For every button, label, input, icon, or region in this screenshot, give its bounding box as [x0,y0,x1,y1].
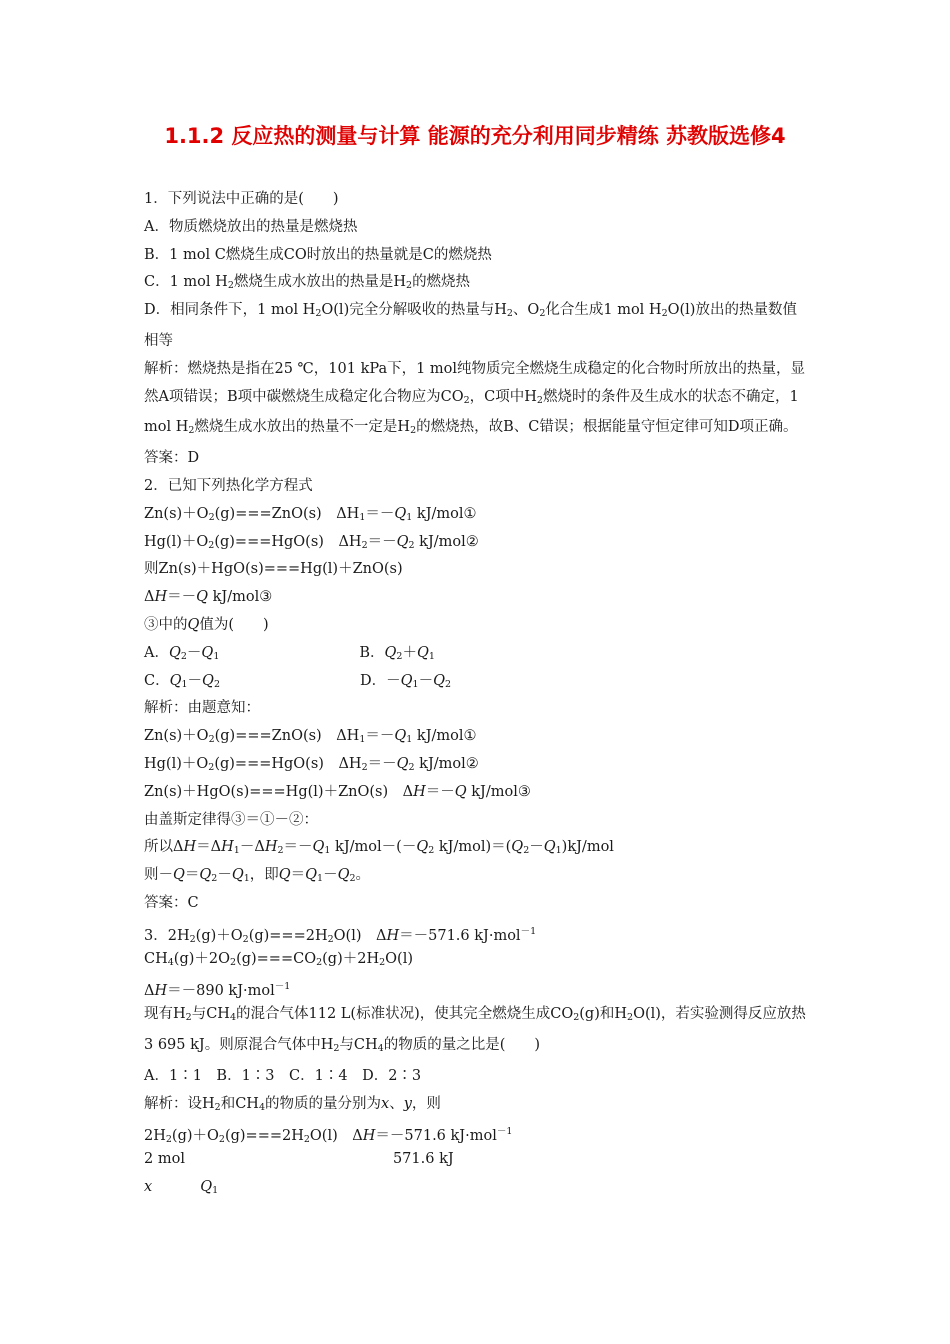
q3-eq1: 3．$2H_2(g)+O_2(g)===2H_2O(l)$ ΔH＝－571.6 kJ·mol$^{-1}$ [144,925,537,945]
q1-stem: 1．下列说法中正确的是( ) [144,191,339,207]
q1-option-b: B．1 mol C燃烧生成CO时放出的热量就是C的燃烧热 [144,246,492,263]
q1-answer: 答案：D [144,450,200,467]
q3-analysis-vars: x $Q_1$ [144,1178,219,1196]
q2-analysis-head: 解析：由题意知： [144,700,260,717]
q2-conclusion: 则$-Q=Q_2-Q_1$，即$Q=Q_1-Q_2$。 [144,867,371,885]
q2-analysis-eq3: Zn(s)＋HgO(s)===Hg(l)＋ZnO(s) ΔH＝－Q kJ/mol③ [144,783,531,800]
q3-analysis-eq: $2H_2(g)+O_2(g)===2H_2O(l)$ ΔH＝－571.6 kJ·mol$^{-1}$ [144,1126,513,1146]
q3-eq2-dh: ΔH＝－890 kJ·mol$^{-1}$ [144,981,291,1000]
q2-eq2: $Hg(l)+O_2(g)===HgO(s)$ $\Delta H_2=-Q_2$ kJ/mol② [144,533,479,551]
q2-stem: 2．已知下列热化学方程式 [144,477,313,494]
q1-option-a: A．物质燃烧放出的热量是燃烧热 [144,218,358,235]
q2-hess: 由盖斯定律得③＝①－②： [144,811,318,828]
q3-options: A．1∶1 B．1∶3 C．1∶4 D．2∶3 [144,1067,422,1084]
q2-analysis-eq2: $Hg(l)+O_2(g)===HgO(s)$ $\Delta H_2=-Q_2$ kJ/mol② [144,755,479,773]
document-title: 1.1.2 反应热的测量与计算 能源的充分利用同步精练 苏教版选修4 [164,124,786,148]
q3-eq2: $CH_4(g)+2O_2(g)===CO_2(g)+2H_2O(l)$ [144,950,413,968]
q3-analysis-ratio: 2 mol 571.6 kJ [144,1151,454,1168]
q2-eq1: $Zn(s)+O_2(g)===ZnO(s)$ $\Delta H_1=-Q_1$ kJ/mol① [144,505,477,523]
q2-derivation: 所以$\Delta H=\Delta H_1-\Delta H_2=-Q_1$ $kJ/mol-(-Q_2$ $kJ/mol)=(Q_2-Q_1)kJ$/mol [144,839,614,857]
q1-analysis: 解析：燃烧热是指在25 ℃，101 kPa下，1 mol纯物质完全燃烧生成稳定的化合物时所放出的热量，显然A项错误；B项中碳燃烧生成稳定化合物应为$CO_2$，C项中$H_2$燃烧时的条件及生成水的状态不确定，1 mol $H_2$燃烧生成水放出的热量不一定是$H_2$的燃烧热，故B、C错误；根据能量守恒定律可知D项正确。 [144,360,806,437]
q2-question: ③中的Q值为( ) [144,616,269,633]
document-body [144,186,810,1202]
q2-eq3: 则Zn(s)＋HgO(s)===Hg(l)＋ZnO(s) [144,561,403,578]
q1-option-c: C．1 mol $H_2$燃烧生成水放出的热量是$H_2$的燃烧热 [144,274,471,292]
q2-options-cd: C．$Q_1-Q_2$ D．$-Q_1-Q_2$ [144,672,451,690]
q1-option-d: D．相同条件下，1 mol $H_2O(l)$完全分解吸收的热量与$H_2$、$O_2$化合生成1 mol $H_2O(l)$放出的热量数值相等 [144,302,797,349]
q3-stem: 现有$H_2$与$CH_4$的混合气体112 L(标准状况)，使其完全燃烧生成$CO_2(g)$和$H_2O(l)$，若实验测得反应放热3 695 kJ。则原混合气体中$H_2$与$CH_4$的物质的量之比是( ) [144,1006,806,1054]
q2-analysis-eq1: $Zn(s)+O_2(g)===ZnO(s)$ $\Delta H_1=-Q_1$ kJ/mol① [144,728,477,746]
q2-answer: 答案：C [144,894,199,911]
q3-analysis-head: 解析：设$H_2$和$CH_4$的物质的量分别为x、y，则 [144,1095,441,1113]
q2-options-ab: A．$Q_2-Q_1$ B．$Q_2+Q_1$ [144,644,435,662]
q2-eq3-dh: ΔH＝－Q kJ/mol③ [144,589,273,606]
